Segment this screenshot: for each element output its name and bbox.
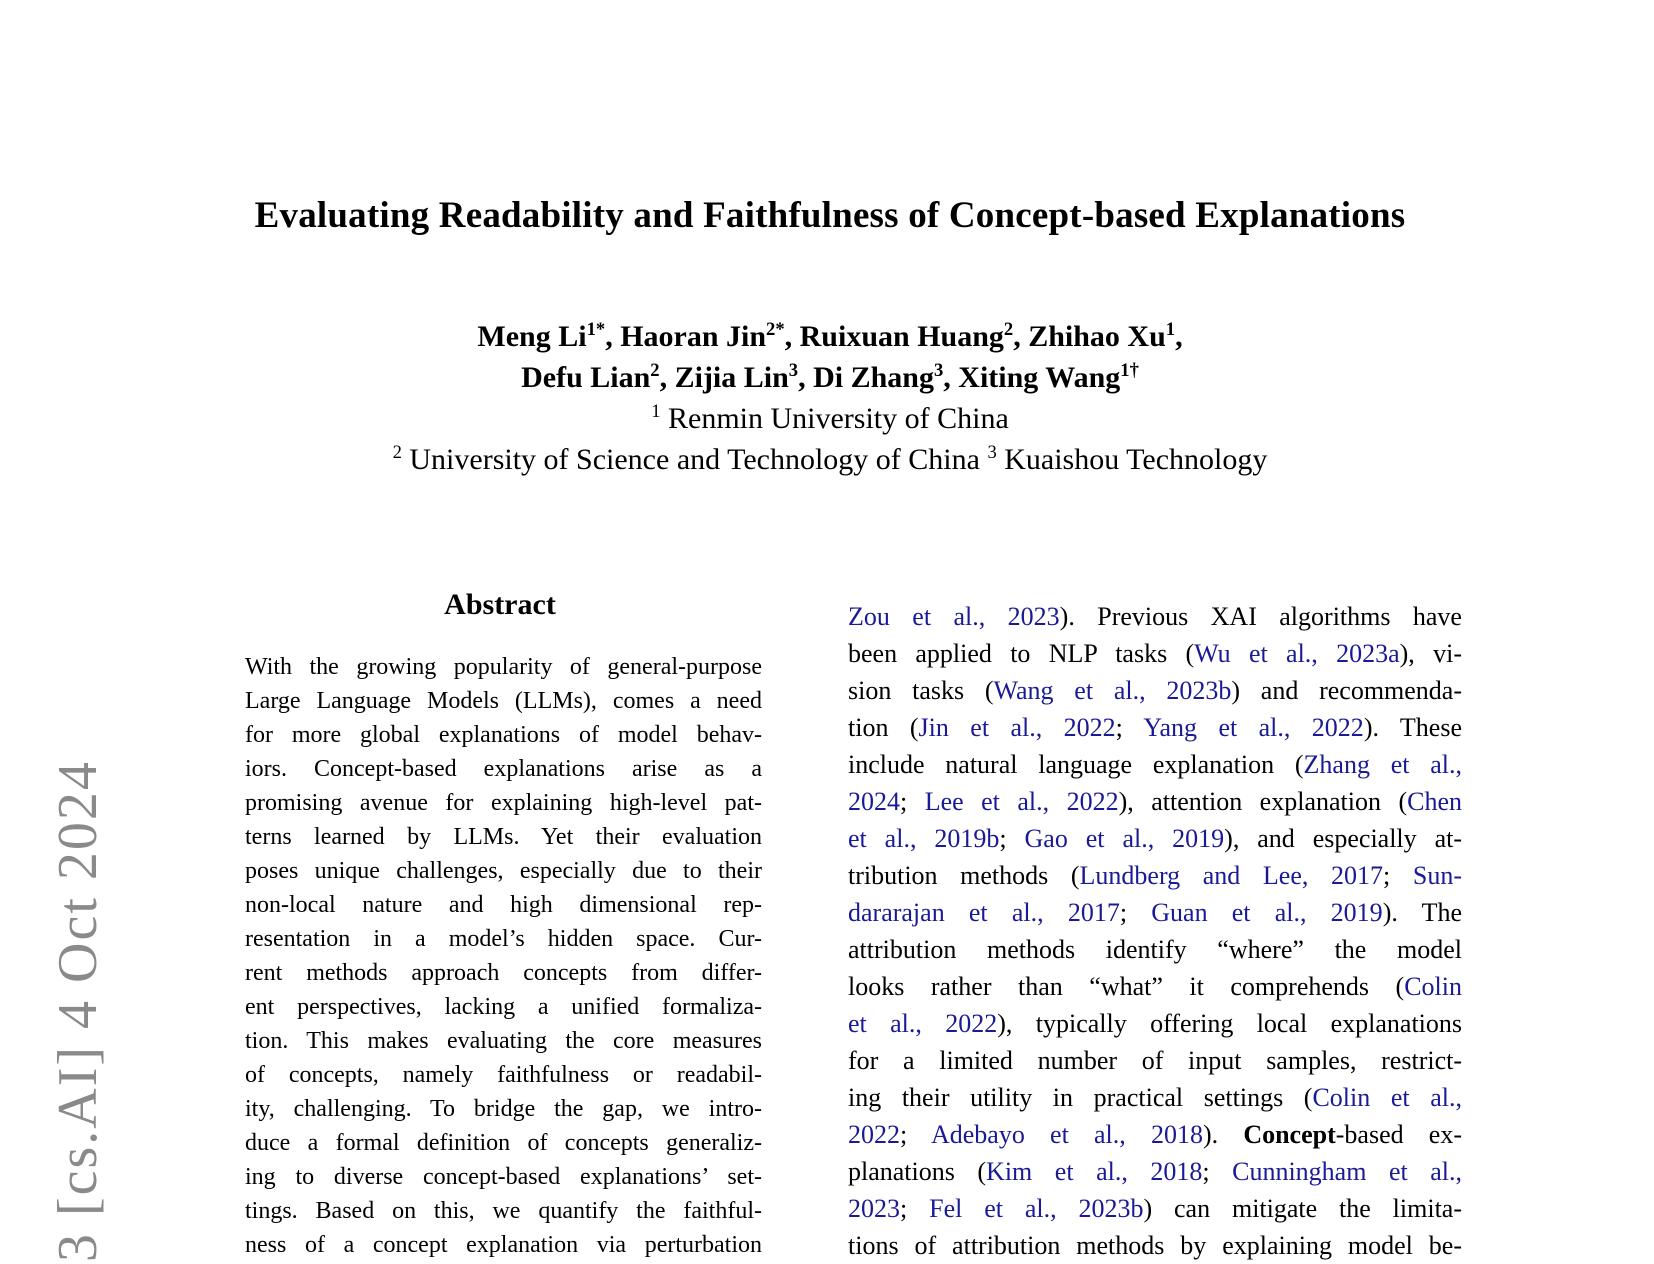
citation-link[interactable]: Wu et al., 2023a — [1194, 639, 1400, 668]
body-text: ). — [1202, 1120, 1244, 1149]
citation-link[interactable]: Gao et al., 2019 — [1024, 824, 1225, 853]
text-line — [848, 1079, 1462, 1116]
body-text: ; — [900, 787, 925, 816]
body-text: ; — [999, 824, 1025, 853]
text-line — [848, 968, 1462, 1005]
citation-link[interactable]: Zou et al., 2023 — [848, 602, 1060, 631]
citation-link[interactable]: Sun- — [1412, 861, 1462, 890]
text-line — [848, 1153, 1462, 1190]
citation-link[interactable]: 2024 — [848, 787, 900, 816]
text-line: promising avenue for explaining high-level pat- — [245, 790, 762, 816]
body-text: ). These — [1363, 713, 1462, 742]
author-block — [180, 316, 1480, 398]
body-text: ). The — [1382, 898, 1462, 927]
body-text: University of Science and Technology of China — [401, 443, 988, 476]
citation-link[interactable]: et al., 2019b — [848, 824, 1000, 853]
text-line: of concepts, namely faithfulness or readabil- — [245, 1062, 762, 1088]
body-text: ) can mitigate the limita- — [1143, 1194, 1462, 1223]
text-line — [848, 894, 1462, 931]
citation-link[interactable]: Colin — [1404, 972, 1462, 1001]
superscript-mark: 2* — [766, 319, 785, 340]
superscript-mark: 2 — [650, 360, 660, 381]
text-line — [848, 1005, 1462, 1042]
body-text: , Haoran Jin — [605, 320, 767, 353]
citation-link[interactable]: Lee et al., 2022 — [924, 787, 1119, 816]
body-text: ; — [1383, 861, 1413, 890]
body-text: -based ex- — [1335, 1120, 1462, 1149]
body-text: , Xiting Wang — [943, 361, 1121, 394]
text-line: rent methods approach concepts from differ- — [245, 960, 762, 986]
body-text: ; — [900, 1194, 930, 1223]
body-text: ing their utility in practical settings ( — [848, 1083, 1313, 1112]
text-line: tings. Based on this, we quantify the faithful- — [245, 1198, 762, 1224]
affiliation-block — [180, 398, 1480, 480]
body-text: sion tasks ( — [848, 676, 994, 705]
paper-title: Evaluating Readability and Faithfulness of Concept-based Explanations — [254, 195, 1406, 236]
affiliation-line — [180, 439, 1480, 480]
citation-link[interactable]: Kim et al., 2018 — [986, 1157, 1203, 1186]
body-text: include natural language explanation ( — [848, 750, 1304, 779]
text-line — [848, 1042, 1462, 1079]
affiliation-line — [180, 398, 1480, 439]
citation-link[interactable]: Cunningham et al., — [1232, 1157, 1462, 1186]
citation-link[interactable]: Jin et al., 2022 — [918, 713, 1116, 742]
body-text: , Zijia Lin — [659, 361, 789, 394]
text-line — [848, 746, 1462, 783]
text-line: resentation in a model’s hidden space. Cur- — [245, 926, 762, 952]
text-line: duce a formal definition of concepts generaliz- — [245, 1130, 762, 1156]
text-line — [848, 857, 1462, 894]
citation-link[interactable]: dararajan et al., 2017 — [848, 898, 1120, 927]
text-line: tion. This makes evaluating the core measures — [245, 1028, 762, 1054]
text-line: ent perspectives, lacking a unified formaliza- — [245, 994, 762, 1020]
text-line: for more global explanations of model behav- — [245, 722, 762, 748]
superscript-mark: 3 — [987, 442, 997, 463]
text-line — [848, 1227, 1462, 1260]
text-line — [848, 709, 1462, 746]
body-text: looks rather than “what” it comprehends ( — [848, 972, 1405, 1001]
superscript-mark: 3 — [788, 360, 799, 381]
body-text: ), vi- — [1399, 639, 1462, 668]
citation-link[interactable]: Adebayo et al., 2018 — [930, 1120, 1203, 1149]
body-text: Kuaishou Technology — [996, 443, 1268, 476]
abstract-body — [245, 650, 762, 1258]
abstract-heading: Abstract — [444, 588, 556, 621]
text-line: poses unique challenges, especially due to their — [245, 858, 762, 884]
citation-link[interactable]: 2022 — [848, 1120, 900, 1149]
body-text: ), typically offering local explanations — [997, 1009, 1463, 1038]
arxiv-watermark: 3 [cs.AI] 4 Oct 2024 — [47, 760, 109, 1262]
body-text: Meng Li — [477, 320, 587, 353]
body-text: , Zhihao Xu — [1013, 320, 1166, 353]
body-text: ; — [900, 1120, 931, 1149]
text-line: With the growing popularity of general-purpose — [245, 654, 762, 680]
body-text: for a limited number of input samples, restrict- — [848, 1046, 1462, 1075]
body-text: , — [1175, 320, 1183, 353]
text-line: non-local nature and high dimensional rep- — [245, 892, 762, 918]
body-text: ; — [1115, 713, 1144, 742]
body-text: ; — [1202, 1157, 1233, 1186]
citation-link[interactable]: 2023 — [848, 1194, 900, 1223]
introduction-column — [848, 598, 1463, 1260]
citation-link[interactable]: Yang et al., 2022 — [1143, 713, 1364, 742]
citation-link[interactable]: Zhang et al., — [1303, 750, 1462, 779]
text-line — [848, 672, 1462, 709]
superscript-mark: 2 — [1003, 319, 1014, 340]
superscript-mark: 1* — [586, 319, 606, 340]
body-text: planations ( — [848, 1157, 987, 1186]
text-line — [848, 598, 1462, 635]
author-line — [180, 357, 1480, 398]
text-line — [848, 1116, 1462, 1153]
body-text: attribution methods identify “where” the model — [848, 935, 1462, 964]
text-line — [848, 820, 1462, 857]
text-line — [848, 783, 1462, 820]
text-line: Large Language Models (LLMs), comes a need — [245, 688, 762, 714]
text-line: iors. Concept-based explanations arise as a — [245, 756, 762, 782]
body-text: tribution methods ( — [848, 861, 1080, 890]
citation-link[interactable]: et al., 2022 — [848, 1009, 998, 1038]
superscript-mark: 3 — [933, 360, 944, 381]
body-text: Renmin University of China — [660, 402, 1009, 435]
text-line: ing to diverse concept-based explanations’ set- — [245, 1164, 762, 1190]
body-text: , Di Zhang — [798, 361, 934, 394]
text-line — [848, 635, 1462, 672]
body-text: , Ruixuan Huang — [784, 320, 1004, 353]
bold-term: Concept — [1243, 1120, 1336, 1149]
body-text: tion ( — [848, 713, 919, 742]
text-line: terns learned by LLMs. Yet their evaluation — [245, 824, 762, 850]
text-line: ness of a concept explanation via perturbation — [245, 1232, 762, 1258]
superscript-mark: 1† — [1120, 360, 1139, 381]
author-line — [180, 316, 1480, 357]
citation-link[interactable]: Colin et al., — [1312, 1083, 1462, 1112]
citation-link[interactable]: Chen — [1407, 787, 1462, 816]
body-text: ), attention explanation ( — [1118, 787, 1408, 816]
citation-link[interactable]: Guan et al., 2019 — [1151, 898, 1383, 927]
body-text: Defu Lian — [521, 361, 651, 394]
citation-link[interactable]: Fel et al., 2023b — [929, 1194, 1144, 1223]
text-line — [848, 1190, 1462, 1227]
body-text: ). Previous XAI algorithms have — [1059, 602, 1462, 631]
body-text: ; — [1119, 898, 1152, 927]
superscript-mark: 1 — [651, 401, 661, 422]
body-text: been applied to NLP tasks ( — [848, 639, 1195, 668]
superscript-mark: 2 — [392, 442, 402, 463]
body-text: ) and recommenda- — [1231, 676, 1463, 705]
text-line — [848, 931, 1462, 968]
body-text: ), and especially at- — [1224, 824, 1462, 853]
text-line: ity, challenging. To bridge the gap, we intro- — [245, 1096, 762, 1122]
citation-link[interactable]: Lundberg and Lee, 2017 — [1079, 861, 1384, 890]
citation-link[interactable]: Wang et al., 2023b — [993, 676, 1232, 705]
superscript-mark: 1 — [1165, 319, 1176, 340]
body-text: tions of attribution methods by explaining model be- — [848, 1231, 1462, 1260]
